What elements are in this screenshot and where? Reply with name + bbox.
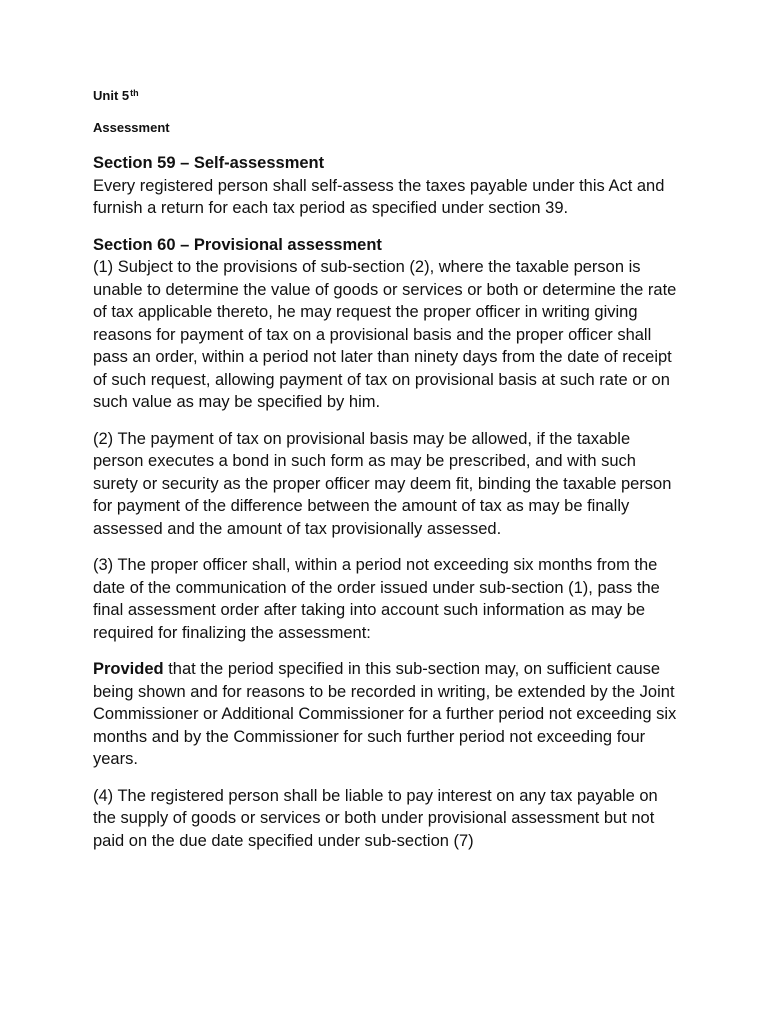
section-60-heading: Section 60 – Provisional assessment (93, 235, 382, 254)
proviso-keyword: Provided (93, 660, 164, 678)
unit-title (93, 86, 683, 106)
section-60-proviso (93, 658, 683, 771)
section-60 (93, 234, 683, 853)
unit-label: Unit 5 (93, 88, 130, 103)
section-60-subsection-2: (2) The payment of tax on provisional basis may be allowed, if the taxable person executes a bond in such form as may be prescribed, and with such surety or security as the proper officer may deem fit, binding the taxable person for payment of the difference between the amount of tax as may be finally assessed and the amount of tax provisionally assessed. (93, 429, 672, 538)
section-59-heading: Section 59 – Self-assessment (93, 154, 325, 172)
section-60-subsection-3: (3) The proper officer shall, within a period not exceeding six months from the date of the communication of the order issued under sub-section (1), pass the final assessment order after taking into account such information as may be required for finalizing the assessment: (93, 556, 660, 642)
document-page (93, 86, 683, 852)
section-60-subsection-4: (4) The registered person shall be liable to pay interest on any tax payable on the supply of goods or services or both under provisional assessment but not paid on the due date specified under sub-section (7) (93, 786, 658, 850)
section-59-text: Every registered person shall self-assess the taxes payable under this Act and furnish a return for each tax period as specified under section 39. (93, 176, 665, 217)
section-59 (93, 152, 683, 220)
section-60-subsection-1: (1) Subject to the provisions of sub-section (2), where the taxable person is unable to determine the value of goods or services or both or determine the rate of tax applicable thereto, he may request the proper officer in writing giving reasons for payment of tax on a provisional basis and the proper officer shall pass an order, within a period not later than ninety days from the date of receipt of such request, allowing payment of tax on provisional basis at such rate or on such value as may be specified by him. (93, 258, 677, 411)
unit-superscript: th (130, 88, 139, 98)
proviso-text: that the period specified in this sub-section may, on sufficient cause being shown and for reasons to be recorded in writing, be extended by the Joint Commissioner or Additional Commissioner for a further period not exceeding six months and by the Commissioner for such further period not exceeding four years. (93, 660, 677, 768)
document-subtitle: Assessment (93, 120, 170, 135)
